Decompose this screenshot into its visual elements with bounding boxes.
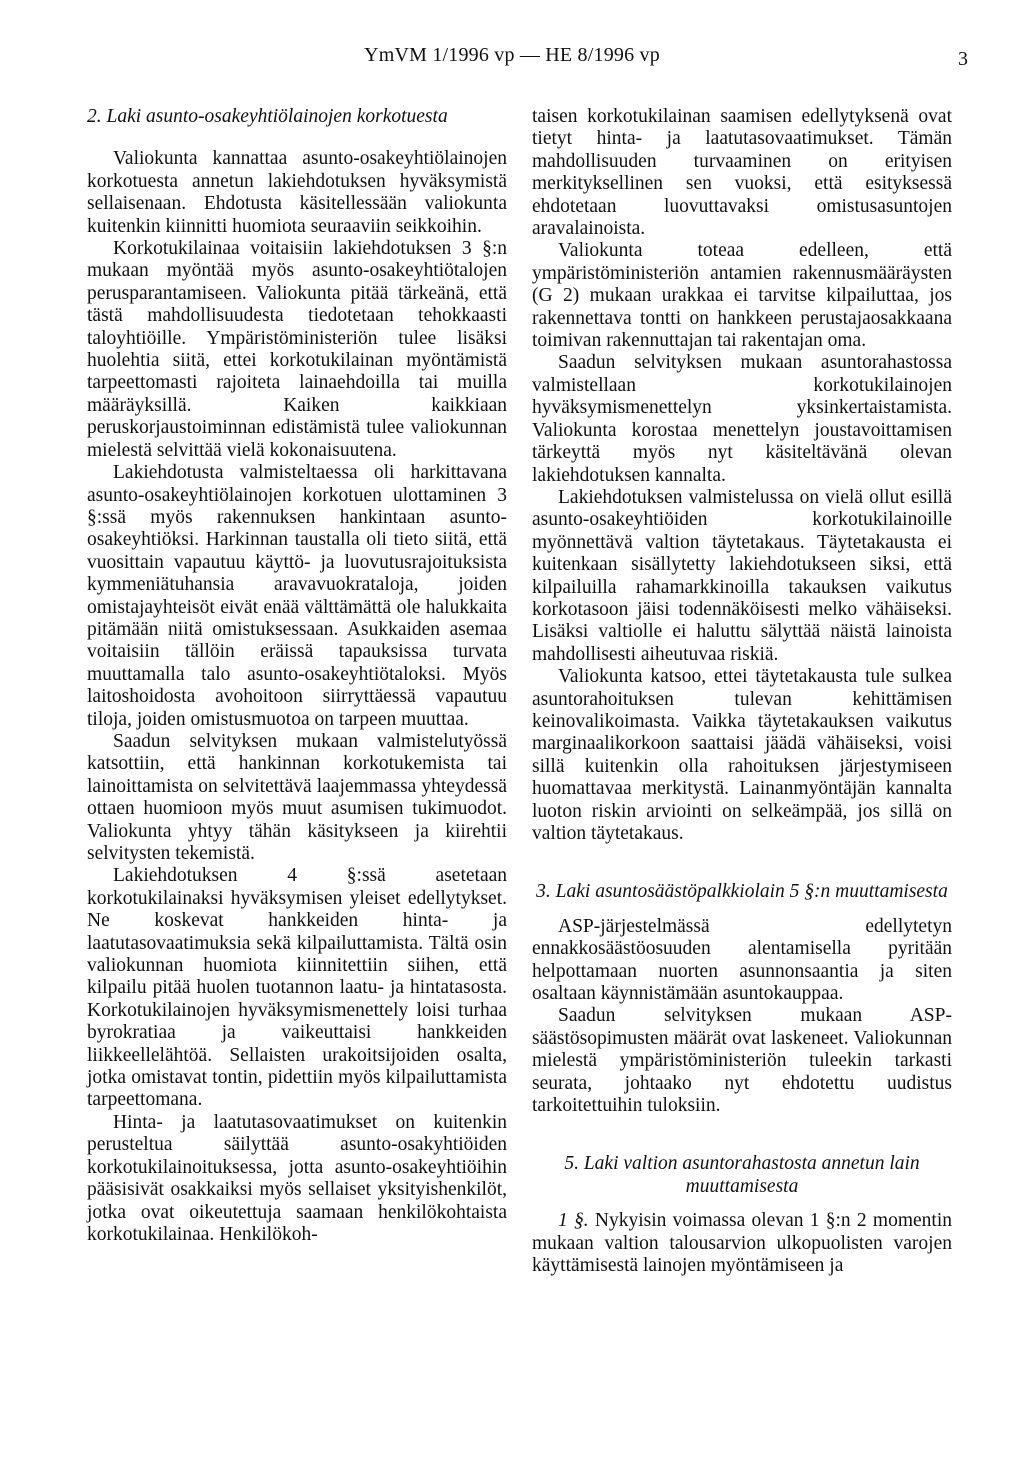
spacer bbox=[532, 1117, 952, 1153]
paragraph-continued: taisen korkotukilainan saamisen edellytyksenä ovat tietyt hinta- ja laatutasovaatimukset. Tämän mahdollisuuden turvaaminen on erityisen merkityksellinen sen vuoksi, että esityksessä ehdotetaan luovuttavaksi omistusasuntojen aravalainoista. bbox=[532, 106, 952, 240]
paragraph: ASP-järjestelmässä edellytetyn ennakkosäästöosuuden alentamisella pyritään helpottamaan nuorten asunnonsaantia ja siten osaltaan käynnistämään asuntokauppaa. bbox=[532, 915, 952, 1005]
right-column bbox=[532, 106, 952, 1278]
paragraph: Saadun selvityksen mukaan valmistelutyössä katsottiin, että hankinnan korkotukemista tai lainoittamista on selvitettävä laajemmassa yhteydessä ottaen huomioon myös muut asumisen tukimuodot. Valiokunta yhtyy tähän käsitykseen ja kiirehtii selvitysten tekemistä. bbox=[87, 730, 507, 864]
section-heading-2: 2. Laki asunto-osakeyhtiölainojen korkotuesta bbox=[87, 106, 448, 127]
section-label: 1 §. bbox=[558, 1210, 589, 1232]
paragraph: Korkotukilainaa voitaisiin lakiehdotuksen 3 §:n mukaan myöntää myös asunto-osakeyhtiötalojen perusparantamiseen. Valiokunta pitää tärkeänä, että tästä mahdollisuudesta tiedotetaan tehokkaasti taloyhtiöille. Ympäristöministeriön tulee lisäksi huolehtia siitä, ettei korkotukilainan myöntämistä tarpeettomasti rajoiteta lainaehdoilla tai muilla määräyksillä. Kaiken kaikkiaan peruskorjaustoiminnan edistämistä tulee valiokunnan mielestä selvittää vielä kokonaisuutena. bbox=[87, 238, 507, 461]
paragraph: Lakiehdotusta valmisteltaessa oli harkittavana asunto-osakeyhtiölainojen korkotuen ulottaminen 3 §:ssä myös rakennuksen hankintaan asunto-osakeyhtiöksi. Harkinnan taustalla oli tieto siitä, että vuosittain vapautuu käyttö- ja luovutusrajoituksista kymmeniätuhansia aravavuokrataloja, joiden omistajayhteisöt eivät enää välttämättä ole halukkaita pitämään niitä omistuksessaan. Asukkaiden asemaa voitaisiin tällöin eräissä tapauksissa turvata muuttamalla talo asunto-osakeyhtiötaloksi. Myös laitoshoidosta avohoitoon siirryttäessä vapautuu tiloja, joiden omistusmuotoa on tarpeen muuttaa. bbox=[87, 462, 507, 730]
paragraph: Saadun selvityksen mukaan ASP-säästösopimusten määrät ovat laskeneet. Valiokunnan mielestä ympäristöministeriön tuleekin tarkasti seurata, johtaako nyt ehdotettu uudistus tarkoitettuihin tuloksiin. bbox=[532, 1005, 952, 1117]
paragraph: Valiokunta katsoo, ettei täytetakausta tule sulkea asuntorahoituksen tulevan kehittämisen keinovalikoimasta. Vaikka täytetakauksen vaikutus marginaalikorkoon saattaisi jäädä vähäiseksi, voisi sillä kuitenkin olla rahoituksen järjestymiseen huomattavaa merkitystä. Lainanmyöntäjän kannalta luoton riskin arviointi on selkeämpää, jos sillä on valtion täytetakaus. bbox=[532, 666, 952, 844]
paragraph-text: Nykyisin voimassa olevan 1 §:n 2 momentin mukaan valtion talousarvion ulkopuolisten varojen käyttämisestä lainojen myöntämiseen ja bbox=[532, 1210, 953, 1277]
spacer bbox=[532, 904, 952, 916]
paragraph bbox=[532, 1210, 952, 1277]
paragraph: Saadun selvityksen mukaan asuntorahastossa valmistellaan korkotukilainojen hyväksymismenettelyn yksinkertaistamista. Valiokunta korostaa menettelyn joustavoittamisen tärkeyttä myös nyt käsiteltävänä olevan lakiehdotuksen kannalta. bbox=[532, 352, 952, 486]
section-heading-3: 3. Laki asuntosäästöpalkkiolain 5 §:n muuttamisesta bbox=[536, 881, 948, 903]
paragraph: Valiokunta toteaa edelleen, että ympäristöministeriön antamien rakennusmääräysten (G 2) mukaan urakkaa ei tarvitse kilpailuttaa, jos rakennettava tontti on hankkeen perustajaosakkaana toimivan rakennuttajan tai rakentajan oma. bbox=[532, 240, 952, 352]
paragraph: Hinta- ja laatutasovaatimukset on kuitenkin perusteltua säilyttää asunto-osakyhtiöiden korkotukilainoituksessa, jotta asunto-osakeyhtiöihin pääsisivät osakkaiksi myös sellaiset yksityishenkilöt, jotka ovat oikeutettuja saamaan henkilökohtaista korkotukilainaa. Henkilökoh- bbox=[87, 1111, 507, 1245]
spacer bbox=[532, 1198, 952, 1210]
paragraph: Valiokunta kannattaa asunto-osakeyhtiölainojen korkotuesta annetun lakiehdotuksen hyväksymistä sellaisenaan. Ehdotusta käsitellessään valiokunta kuitenkin kiinnitti huomiota seuraaviin seikkoihin. bbox=[87, 148, 507, 237]
running-header: YmVM 1/1996 vp — HE 8/1996 vp bbox=[364, 44, 660, 66]
paragraph: Lakiehdotuksen valmistelussa on vielä ollut esillä asunto-osakeyhtiöiden korkotukilainoille myönnettävä valtion täytetakaus. Täytetakausta ei kuitenkaan sisällytetty lakiehdotukseen siksi, että kilpailuilla rahamarkkinoilla takauksen vaikutus korkotasoon jäisi todennäköisesti melko vähäiseksi. Lisäksi valtiolle ei haluttu sälyttää näistä lainoista mahdollisesti aiheutuvaa riskiä. bbox=[532, 486, 952, 665]
spacer bbox=[532, 845, 952, 881]
section-heading-5: 5. Laki valtion asuntorahastosta annetun lain muuttamisesta bbox=[564, 1153, 920, 1197]
page-number: 3 bbox=[958, 48, 968, 70]
paragraph: Lakiehdotuksen 4 §:ssä asetetaan korkotukilainaksi hyväksymisen yleiset edellytykset. Ne koskevat hankkeiden hinta- ja laatutasovaatimuksia sekä kilpailuttamista. Tältä osin valiokunnan huomiota kiinnitettiin siihen, että kilpailu pitää huolen tuotannon laatu- ja hintatasosta. Korkotukilainojen hyväksymismenettely loisi turhaa byrokratiaa ja vaikeuttaisi hankkeiden liikkeellelähtöä. Sellaisten urakoitsijoiden osalta, jotka omistavat tontin, pidettiin myös kilpailuttamista tarpeettomana. bbox=[87, 865, 507, 1111]
left-column bbox=[87, 106, 507, 1246]
